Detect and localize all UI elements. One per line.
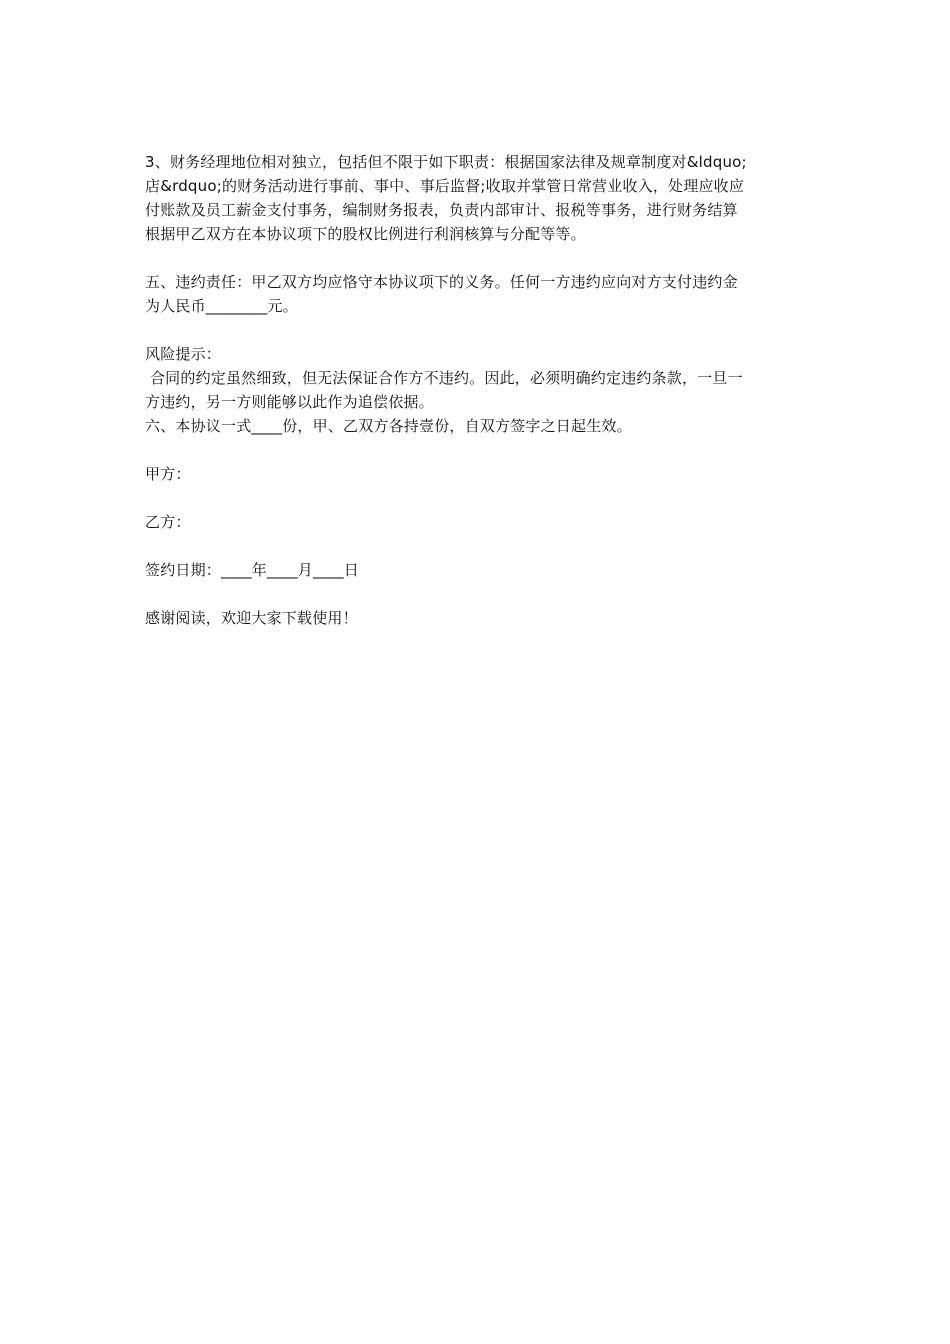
text-line: 付账款及员工薪金支付事务，编制财务报表，负责内部审计、报税等事务，进行财务结算: [145, 201, 738, 219]
paragraph-gap: [145, 534, 810, 558]
text-line: 合同的约定虽然细致，但无法保证合作方不违约。因此，必须明确约定违约条款，一旦一: [145, 369, 743, 387]
text-line: 为人民币________元。: [145, 297, 298, 315]
closing-text: 感谢阅读，欢迎大家下载使用！: [145, 609, 358, 627]
party-a-label: 甲方：: [145, 465, 191, 483]
clause-six: 六、本协议一式____份，甲、乙双方各持壹份，自双方签字之日起生效。: [145, 417, 632, 435]
text-line: 方违约，另一方则能够以此作为追偿依据。: [145, 393, 434, 411]
text-line: 五、违约责任：甲乙双方均应恪守本协议项下的义务。任何一方违约应向对方支付违约金: [145, 273, 738, 291]
signing-date: 签约日期：____年____月____日: [145, 561, 360, 579]
paragraph-risk-notice: [145, 342, 810, 438]
paragraph-gap: [145, 582, 810, 606]
text-line: 3、财务经理地位相对独立，包括但不限于如下职责：根据国家法律及规章制度对&ldquo;: [145, 153, 747, 171]
paragraph-finance-manager-duties: [145, 150, 810, 246]
document-body: [145, 150, 810, 630]
party-b-label: 乙方：: [145, 513, 191, 531]
text-line: 店&rdquo;的财务活动进行事前、事中、事后监督;收取并掌管日常营业收入，处理应收应: [145, 177, 745, 195]
paragraph-gap: [145, 318, 810, 342]
paragraph-gap: [145, 246, 810, 270]
text-line: 根据甲乙双方在本协议项下的股权比例进行利润核算与分配等等。: [145, 225, 586, 243]
paragraph-gap: [145, 438, 810, 462]
risk-notice-title: 风险提示：: [145, 345, 222, 363]
paragraph-gap: [145, 486, 810, 510]
paragraph-breach-liability: [145, 270, 810, 318]
